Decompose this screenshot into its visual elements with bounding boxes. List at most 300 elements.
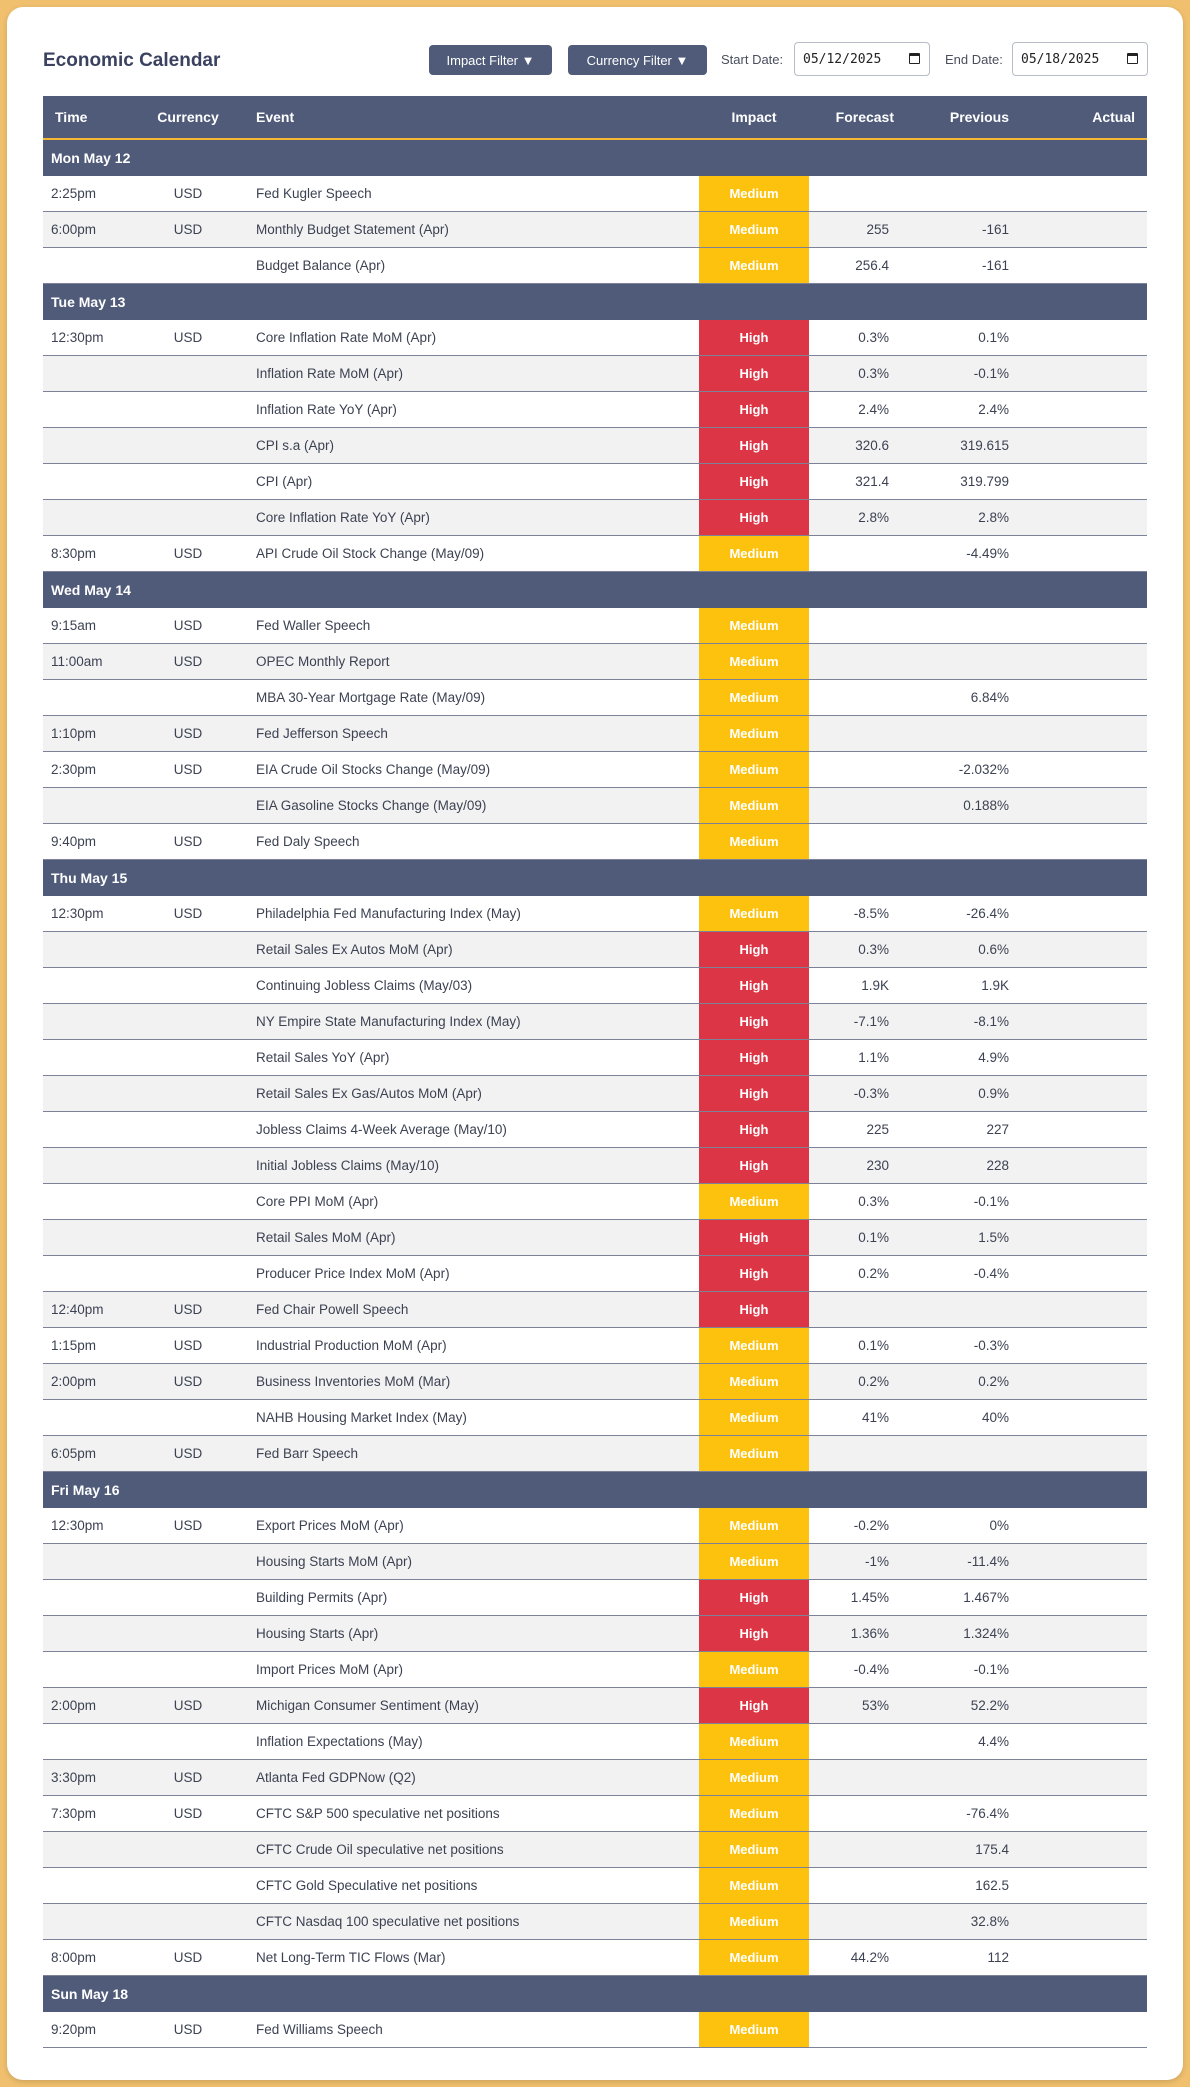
table-row[interactable]: [43, 608, 1147, 644]
table-row[interactable]: [43, 500, 1147, 536]
impact-cell: [699, 788, 809, 824]
impact-badge: High: [699, 1148, 809, 1183]
event-previous: 0.188%: [919, 788, 1029, 824]
event-name: Initial Jobless Claims (May/10): [238, 1148, 699, 1184]
impact-cell: [699, 1832, 809, 1868]
event-time: [43, 356, 138, 392]
impact-cell: [699, 716, 809, 752]
table-row[interactable]: [43, 1400, 1147, 1436]
event-time: [43, 680, 138, 716]
table-row[interactable]: [43, 1076, 1147, 1112]
event-forecast: 0.3%: [809, 320, 919, 356]
event-time: [43, 1076, 138, 1112]
event-actual: [1029, 968, 1147, 1004]
event-previous: [919, 1760, 1029, 1796]
event-name: CPI s.a (Apr): [238, 428, 699, 464]
event-forecast: [809, 608, 919, 644]
event-forecast: [809, 716, 919, 752]
event-currency: [138, 1112, 238, 1148]
impact-badge: High: [699, 356, 809, 391]
event-forecast: 2.4%: [809, 392, 919, 428]
event-currency: USD: [138, 1796, 238, 1832]
impact-badge: High: [699, 1580, 809, 1615]
event-forecast: [809, 824, 919, 860]
event-actual: [1029, 500, 1147, 536]
event-forecast: [809, 1904, 919, 1940]
day-header-row: [43, 284, 1147, 320]
table-row[interactable]: [43, 1652, 1147, 1688]
table-row[interactable]: [43, 716, 1147, 752]
event-name: Continuing Jobless Claims (May/03): [238, 968, 699, 1004]
event-previous: 1.324%: [919, 1616, 1029, 1652]
event-time: [43, 500, 138, 536]
event-name: MBA 30-Year Mortgage Rate (May/09): [238, 680, 699, 716]
event-time: [43, 248, 138, 284]
calendar-icon[interactable]: [1127, 53, 1138, 64]
event-time: 2:00pm: [43, 1688, 138, 1724]
event-previous: 228: [919, 1148, 1029, 1184]
table-row[interactable]: [43, 1544, 1147, 1580]
table-row[interactable]: [43, 752, 1147, 788]
impact-badge: Medium: [699, 1760, 809, 1795]
event-currency: [138, 1724, 238, 1760]
event-actual: [1029, 608, 1147, 644]
impact-badge: High: [699, 500, 809, 535]
event-name: API Crude Oil Stock Change (May/09): [238, 536, 699, 572]
event-actual: [1029, 464, 1147, 500]
event-actual: [1029, 248, 1147, 284]
event-actual: [1029, 2012, 1147, 2048]
event-currency: USD: [138, 644, 238, 680]
event-previous: -161: [919, 248, 1029, 284]
table-row[interactable]: [43, 824, 1147, 860]
impact-cell: [699, 320, 809, 356]
event-time: [43, 1400, 138, 1436]
event-previous: [919, 1436, 1029, 1472]
impact-cell: [699, 1652, 809, 1688]
event-time: 12:40pm: [43, 1292, 138, 1328]
event-name: Monthly Budget Statement (Apr): [238, 212, 699, 248]
event-previous: [919, 608, 1029, 644]
day-header-row: [43, 572, 1147, 608]
event-previous: -8.1%: [919, 1004, 1029, 1040]
event-currency: [138, 500, 238, 536]
impact-cell: [699, 968, 809, 1004]
impact-cell: [699, 392, 809, 428]
impact-cell: [699, 1040, 809, 1076]
table-row[interactable]: [43, 464, 1147, 500]
page-title: Economic Calendar: [43, 50, 221, 71]
event-time: 9:15am: [43, 608, 138, 644]
event-time: [43, 1220, 138, 1256]
event-time: 8:00pm: [43, 1940, 138, 1976]
event-forecast: 0.3%: [809, 356, 919, 392]
event-forecast: 41%: [809, 1400, 919, 1436]
impact-cell: [699, 824, 809, 860]
event-previous: 0.9%: [919, 1076, 1029, 1112]
event-actual: [1029, 1256, 1147, 1292]
event-actual: [1029, 356, 1147, 392]
event-forecast: [809, 536, 919, 572]
table-row[interactable]: [43, 536, 1147, 572]
impact-badge: High: [699, 464, 809, 499]
impact-badge: Medium: [699, 1904, 809, 1939]
event-name: Housing Starts MoM (Apr): [238, 1544, 699, 1580]
event-name: Industrial Production MoM (Apr): [238, 1328, 699, 1364]
start-date-value: 05/12/2025: [803, 52, 882, 67]
table-row[interactable]: [43, 1436, 1147, 1472]
event-time: 9:20pm: [43, 2012, 138, 2048]
table-row[interactable]: [43, 1868, 1147, 1904]
event-time: [43, 1832, 138, 1868]
impact-cell: [699, 1004, 809, 1040]
event-previous: 0.6%: [919, 932, 1029, 968]
table-row[interactable]: [43, 1904, 1147, 1940]
event-currency: USD: [138, 176, 238, 212]
day-label: Wed May 14: [43, 572, 1147, 608]
impact-cell: [699, 1544, 809, 1580]
impact-cell: [699, 1292, 809, 1328]
table-row[interactable]: [43, 248, 1147, 284]
impact-cell: [699, 680, 809, 716]
impact-cell: [699, 752, 809, 788]
event-currency: [138, 1832, 238, 1868]
day-header-row: [43, 860, 1147, 896]
event-time: 12:30pm: [43, 1508, 138, 1544]
event-actual: [1029, 1760, 1147, 1796]
event-forecast: 225: [809, 1112, 919, 1148]
table-row[interactable]: [43, 212, 1147, 248]
event-forecast: [809, 788, 919, 824]
impact-cell: [699, 428, 809, 464]
event-currency: [138, 680, 238, 716]
event-name: Fed Jefferson Speech: [238, 716, 699, 752]
impact-cell: [699, 1184, 809, 1220]
end-date-label: End Date:: [945, 52, 1003, 67]
impact-filter-button[interactable]: Impact Filter ▼: [429, 45, 552, 75]
event-currency: [138, 1652, 238, 1688]
table-row[interactable]: [43, 1940, 1147, 1976]
event-time: 2:00pm: [43, 1364, 138, 1400]
event-time: 6:00pm: [43, 212, 138, 248]
event-currency: USD: [138, 1760, 238, 1796]
impact-badge: Medium: [699, 1328, 809, 1363]
day-label: Thu May 15: [43, 860, 1147, 896]
event-forecast: [809, 680, 919, 716]
event-previous: 175.4: [919, 1832, 1029, 1868]
event-forecast: [809, 1724, 919, 1760]
event-name: Fed Williams Speech: [238, 2012, 699, 2048]
table-row[interactable]: [43, 1760, 1147, 1796]
impact-cell: [699, 644, 809, 680]
table-row[interactable]: [43, 1796, 1147, 1832]
event-time: [43, 428, 138, 464]
event-forecast: 321.4: [809, 464, 919, 500]
impact-badge: Medium: [699, 824, 809, 859]
impact-badge: Medium: [699, 176, 809, 211]
event-time: 9:40pm: [43, 824, 138, 860]
event-time: 2:25pm: [43, 176, 138, 212]
day-header-row: [43, 1472, 1147, 1508]
table-row[interactable]: [43, 1220, 1147, 1256]
event-forecast: [809, 1292, 919, 1328]
event-currency: [138, 1904, 238, 1940]
event-previous: 1.5%: [919, 1220, 1029, 1256]
event-currency: USD: [138, 1364, 238, 1400]
table-row[interactable]: [43, 680, 1147, 716]
event-currency: [138, 248, 238, 284]
event-actual: [1029, 1544, 1147, 1580]
impact-badge: Medium: [699, 2012, 809, 2047]
event-name: CFTC Gold Speculative net positions: [238, 1868, 699, 1904]
event-actual: [1029, 788, 1147, 824]
event-forecast: -0.2%: [809, 1508, 919, 1544]
event-currency: USD: [138, 1328, 238, 1364]
table-row[interactable]: [43, 392, 1147, 428]
event-currency: [138, 1040, 238, 1076]
event-currency: [138, 1544, 238, 1580]
table-row[interactable]: [43, 1364, 1147, 1400]
impact-badge: Medium: [699, 212, 809, 247]
event-time: [43, 1040, 138, 1076]
table-row[interactable]: [43, 1112, 1147, 1148]
table-row[interactable]: [43, 1004, 1147, 1040]
event-actual: [1029, 896, 1147, 932]
event-name: Building Permits (Apr): [238, 1580, 699, 1616]
event-currency: USD: [138, 1508, 238, 1544]
impact-badge: Medium: [699, 1724, 809, 1759]
impact-cell: [699, 1580, 809, 1616]
event-previous: 1.467%: [919, 1580, 1029, 1616]
event-name: Fed Kugler Speech: [238, 176, 699, 212]
event-actual: [1029, 824, 1147, 860]
table-row[interactable]: [43, 932, 1147, 968]
table-row[interactable]: [43, 1832, 1147, 1868]
event-time: [43, 1868, 138, 1904]
event-forecast: [809, 2012, 919, 2048]
event-time: 7:30pm: [43, 1796, 138, 1832]
event-previous: 0.1%: [919, 320, 1029, 356]
event-previous: 112: [919, 1940, 1029, 1976]
event-currency: [138, 1400, 238, 1436]
event-previous: 319.799: [919, 464, 1029, 500]
event-forecast: 44.2%: [809, 1940, 919, 1976]
event-actual: [1029, 1652, 1147, 1688]
event-forecast: -8.5%: [809, 896, 919, 932]
table-row[interactable]: [43, 1508, 1147, 1544]
event-previous: 2.4%: [919, 392, 1029, 428]
event-name: Michigan Consumer Sentiment (May): [238, 1688, 699, 1724]
event-name: Net Long-Term TIC Flows (Mar): [238, 1940, 699, 1976]
start-date-input[interactable]: [794, 42, 930, 76]
table-row[interactable]: [43, 176, 1147, 212]
event-name: Core PPI MoM (Apr): [238, 1184, 699, 1220]
table-row[interactable]: [43, 356, 1147, 392]
event-forecast: -0.4%: [809, 1652, 919, 1688]
event-name: Export Prices MoM (Apr): [238, 1508, 699, 1544]
impact-cell: [699, 1076, 809, 1112]
event-time: [43, 1004, 138, 1040]
day-label: Fri May 16: [43, 1472, 1147, 1508]
event-actual: [1029, 1148, 1147, 1184]
table-row[interactable]: [43, 968, 1147, 1004]
impact-badge: Medium: [699, 608, 809, 643]
impact-cell: [699, 536, 809, 572]
impact-badge: High: [699, 1112, 809, 1147]
toolbar: [43, 42, 1147, 82]
event-currency: [138, 356, 238, 392]
table-row[interactable]: [43, 1724, 1147, 1760]
event-currency: [138, 1076, 238, 1112]
event-forecast: [809, 644, 919, 680]
event-forecast: 1.9K: [809, 968, 919, 1004]
day-label: Mon May 12: [43, 139, 1147, 176]
event-name: Jobless Claims 4-Week Average (May/10): [238, 1112, 699, 1148]
table-row[interactable]: [43, 1328, 1147, 1364]
event-name: EIA Crude Oil Stocks Change (May/09): [238, 752, 699, 788]
event-actual: [1029, 1040, 1147, 1076]
end-date-value: 05/18/2025: [1021, 52, 1100, 67]
impact-cell: [699, 1328, 809, 1364]
impact-cell: [699, 1436, 809, 1472]
impact-cell: [699, 1148, 809, 1184]
event-name: Fed Waller Speech: [238, 608, 699, 644]
impact-badge: High: [699, 968, 809, 1003]
impact-cell: [699, 1364, 809, 1400]
event-currency: [138, 788, 238, 824]
col-header-impact: Impact: [699, 96, 809, 139]
event-previous: 40%: [919, 1400, 1029, 1436]
event-previous: 32.8%: [919, 1904, 1029, 1940]
event-name: CFTC Nasdaq 100 speculative net positions: [238, 1904, 699, 1940]
event-previous: [919, 2012, 1029, 2048]
table-row[interactable]: [43, 1688, 1147, 1724]
event-forecast: 0.1%: [809, 1220, 919, 1256]
table-row[interactable]: [43, 2012, 1147, 2048]
event-currency: [138, 1004, 238, 1040]
event-actual: [1029, 752, 1147, 788]
impact-cell: [699, 896, 809, 932]
event-time: 8:30pm: [43, 536, 138, 572]
event-currency: USD: [138, 1292, 238, 1328]
event-name: Retail Sales Ex Gas/Autos MoM (Apr): [238, 1076, 699, 1112]
table-row[interactable]: [43, 1580, 1147, 1616]
col-header-time: Time: [43, 96, 138, 139]
impact-cell: [699, 248, 809, 284]
table-row[interactable]: [43, 1148, 1147, 1184]
event-name: OPEC Monthly Report: [238, 644, 699, 680]
event-previous: 227: [919, 1112, 1029, 1148]
impact-cell: [699, 932, 809, 968]
table-row[interactable]: [43, 1040, 1147, 1076]
event-actual: [1029, 320, 1147, 356]
col-header-currency: Currency: [138, 96, 238, 139]
table-row[interactable]: [43, 644, 1147, 680]
event-actual: [1029, 1580, 1147, 1616]
start-date-label: Start Date:: [721, 52, 784, 67]
table-row[interactable]: [43, 1256, 1147, 1292]
event-actual: [1029, 1076, 1147, 1112]
table-row[interactable]: [43, 896, 1147, 932]
impact-cell: [699, 1724, 809, 1760]
event-currency: USD: [138, 2012, 238, 2048]
table-row[interactable]: [43, 1184, 1147, 1220]
event-name: CFTC Crude Oil speculative net positions: [238, 1832, 699, 1868]
event-currency: USD: [138, 896, 238, 932]
event-name: EIA Gasoline Stocks Change (May/09): [238, 788, 699, 824]
impact-cell: [699, 1256, 809, 1292]
event-name: Core Inflation Rate MoM (Apr): [238, 320, 699, 356]
impact-badge: Medium: [699, 788, 809, 823]
event-time: 3:30pm: [43, 1760, 138, 1796]
event-previous: [919, 644, 1029, 680]
event-actual: [1029, 1868, 1147, 1904]
event-name: Inflation Rate MoM (Apr): [238, 356, 699, 392]
impact-badge: Medium: [699, 644, 809, 679]
table-row[interactable]: [43, 1616, 1147, 1652]
impact-badge: Medium: [699, 716, 809, 751]
event-previous: -2.032%: [919, 752, 1029, 788]
event-name: Atlanta Fed GDPNow (Q2): [238, 1760, 699, 1796]
event-currency: [138, 1616, 238, 1652]
event-name: Inflation Expectations (May): [238, 1724, 699, 1760]
event-name: Philadelphia Fed Manufacturing Index (May): [238, 896, 699, 932]
event-time: 6:05pm: [43, 1436, 138, 1472]
event-currency: [138, 392, 238, 428]
impact-badge: Medium: [699, 1364, 809, 1399]
table-row[interactable]: [43, 428, 1147, 464]
impact-badge: Medium: [699, 1544, 809, 1579]
event-forecast: 0.1%: [809, 1328, 919, 1364]
event-forecast: 255: [809, 212, 919, 248]
event-forecast: 0.2%: [809, 1256, 919, 1292]
event-time: [43, 464, 138, 500]
event-actual: [1029, 1436, 1147, 1472]
currency-filter-button[interactable]: Currency Filter ▼: [568, 45, 707, 75]
event-actual: [1029, 716, 1147, 752]
event-name: Fed Chair Powell Speech: [238, 1292, 699, 1328]
calendar-icon[interactable]: [909, 53, 920, 64]
event-time: [43, 968, 138, 1004]
impact-badge: High: [699, 428, 809, 463]
event-previous: [919, 824, 1029, 860]
event-time: [43, 1256, 138, 1292]
event-previous: -0.1%: [919, 356, 1029, 392]
impact-cell: [699, 1760, 809, 1796]
event-forecast: 0.2%: [809, 1364, 919, 1400]
table-header: [43, 96, 1147, 139]
event-time: [43, 1652, 138, 1688]
event-previous: -161: [919, 212, 1029, 248]
event-currency: [138, 968, 238, 1004]
impact-cell: [699, 1616, 809, 1652]
table-row[interactable]: [43, 788, 1147, 824]
event-forecast: -1%: [809, 1544, 919, 1580]
event-previous: -76.4%: [919, 1796, 1029, 1832]
event-actual: [1029, 1724, 1147, 1760]
impact-badge: Medium: [699, 536, 809, 571]
table-row[interactable]: [43, 320, 1147, 356]
table-row[interactable]: [43, 1292, 1147, 1328]
event-time: [43, 932, 138, 968]
event-previous: 1.9K: [919, 968, 1029, 1004]
event-previous: 319.615: [919, 428, 1029, 464]
event-actual: [1029, 1796, 1147, 1832]
impact-cell: [699, 1220, 809, 1256]
end-date-input[interactable]: [1012, 42, 1148, 76]
impact-cell: [699, 1868, 809, 1904]
event-previous: 52.2%: [919, 1688, 1029, 1724]
